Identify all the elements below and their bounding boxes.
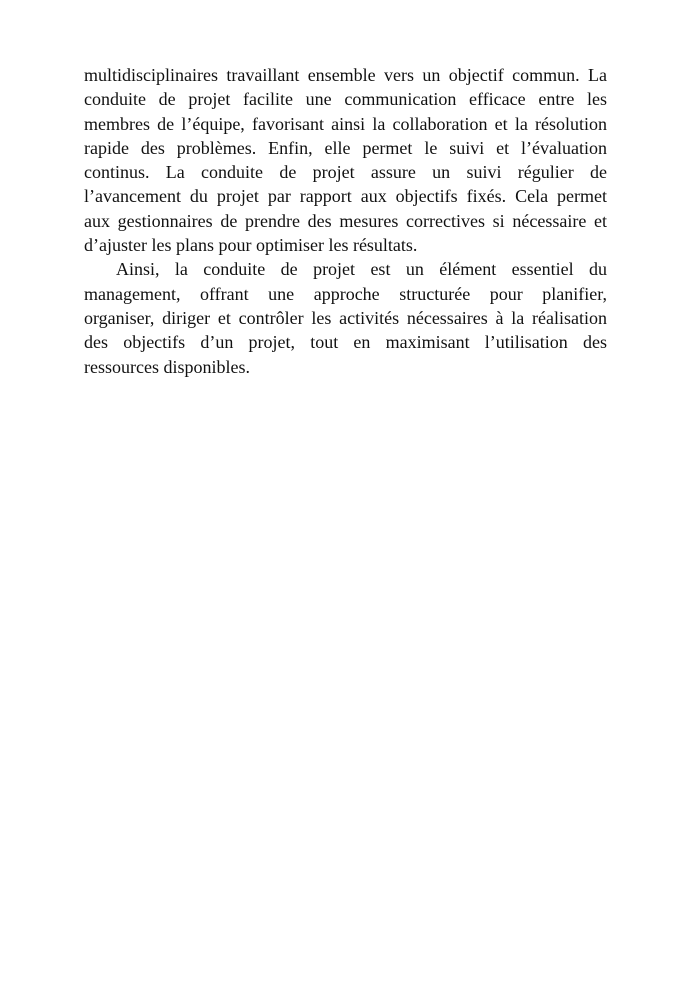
- document-page: [84, 63, 607, 379]
- text-line: continus. La conduite de projet assure un suivi régulier de: [84, 162, 607, 183]
- paragraph-conclusion: [84, 257, 607, 378]
- text-line: membres de l’équipe, favorisant ainsi la collaboration et la résolution: [84, 113, 607, 134]
- paragraph-project-management-benefits: [84, 63, 607, 257]
- text-line: Ainsi, la conduite de projet est un élément essentiel du: [116, 259, 607, 280]
- text-line: management, offrant une approche structurée pour planifier,: [84, 283, 607, 304]
- text-line: organiser, diriger et contrôler les activités nécessaires à la réalisation: [84, 307, 607, 328]
- text-line: l’avancement du projet par rapport aux objectifs fixés. Cela permet: [84, 186, 607, 207]
- text-line: des objectifs d’un projet, tout en maximisant l’utilisation des: [84, 332, 607, 353]
- text-line: d’ajuster les plans pour optimiser les résultats.: [84, 235, 418, 256]
- text-line: ressources disponibles.: [84, 356, 250, 377]
- text-line: conduite de projet facilite une communication efficace entre les: [84, 89, 607, 110]
- text-line: multidisciplinaires travaillant ensemble vers un objectif commun. La: [84, 65, 607, 85]
- text-line: rapide des problèmes. Enfin, elle permet le suivi et l’évaluation: [84, 137, 607, 158]
- text-line: aux gestionnaires de prendre des mesures correctives si nécessaire et: [84, 210, 607, 231]
